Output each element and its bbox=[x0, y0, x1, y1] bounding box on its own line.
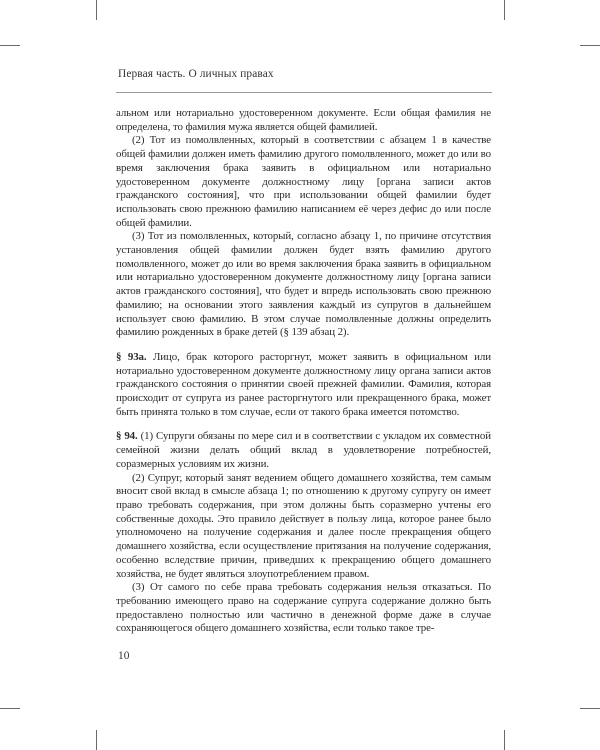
paragraph-93-2: (2) Тот из помолвленных, который в соответствии с абзацем 1 в качестве общей фамилии должен иметь фамилию другого помолвленного, может до или во время заключения брака заявить в официальном или нотариально удостоверенном документе должностному лицу [органа записи актов гражданского состояния], что при использовании общей фамилии будет использовать свою прежнюю фамилию написанием её через дефис до или после общей фамилии. bbox=[116, 134, 491, 229]
page-body bbox=[116, 107, 491, 636]
running-head: Первая часть. О личных правах bbox=[118, 68, 274, 80]
crop-mark-right-lower bbox=[580, 708, 600, 709]
page-number: 10 bbox=[118, 650, 130, 662]
section-93a-text: Лицо, брак которого расторгнут, может заявить в официальном или нотариально удостоверенном документе должностному лицу органа записи актов гражданского состояния о принятии своей прежней фамилии. Фамилия, которая происходит от супруга из ранее расторгнутого или прекращенного брака, может быть принята только в том случае, если от такого брака имеется потомство. bbox=[116, 350, 491, 418]
crop-mark-top-left bbox=[96, 0, 97, 20]
crop-mark-bottom-right bbox=[504, 730, 505, 750]
crop-mark-left-lower bbox=[0, 708, 20, 709]
crop-mark-bottom-left bbox=[96, 730, 97, 750]
paragraph-continuation: альном или нотариально удостоверенном документе. Если общая фамилия не определена, то фамилия мужа является общей фамилией. bbox=[116, 107, 491, 133]
crop-mark-left-upper bbox=[0, 45, 20, 46]
crop-mark-top-right bbox=[504, 0, 505, 20]
paragraph-94-3: (3) От самого по себе права требовать содержания нельзя отказаться. По требованию имеющего право на содержание супруга содержание должно быть предоставлено полностью или частично в денежной форме даже в случае сохраняющегося общего домашнего хозяйства, если только такое тре- bbox=[116, 581, 491, 635]
section-93a-sign: § 93а. bbox=[116, 350, 147, 363]
crop-mark-right-upper bbox=[580, 45, 600, 46]
section-93a bbox=[116, 351, 491, 420]
header-rule bbox=[116, 92, 492, 93]
section-94-sign: § 94. bbox=[116, 430, 138, 443]
paragraph-94-2: (2) Супруг, который занят ведением общего домашнего хозяйства, тем самым вносит свой вклад в смысле абзаца 1; по отношению к другому супругу он имеет право требовать содержания, при этом должны быть соразмерно учтены его собственные доходы. Это правило действует в пользу лица, которое ранее было уполномочено на получение содержания и далее после прекращения общего домашнего хозяйства, если осуществление притязания на получение содержания, особенно вследствие причин, приведших к прекращению общего домашнего хозяйства, не будет являться злоупотреблением правом. bbox=[116, 471, 491, 580]
section-94 bbox=[116, 430, 491, 471]
paragraph-93-3: (3) Тот из помолвленных, который, согласно абзацу 1, по причине отсутствия установления общей фамилии должен будет взять фамилию другого помолвленного, может до или во время заключения брака заявить в официальном или нотариально удостоверенном документе должностному лицу [органа записи актов гражданского состояния], что будет и впредь использовать свою прежнюю фамилию; на основании этого заявления каждый из супругов в дальнейшем использует свою фамилию. В этом случае помолвленные должны определить фамилию рожденных в браке детей (§ 139 абзац 2). bbox=[116, 230, 491, 339]
section-94-text: (1) Супруги обязаны по мере сил и в соответствии с укладом их совместной семейной жизни делать общий вклад в удовлетворение потребностей, соразмерных условиям их жизни. bbox=[116, 430, 491, 470]
